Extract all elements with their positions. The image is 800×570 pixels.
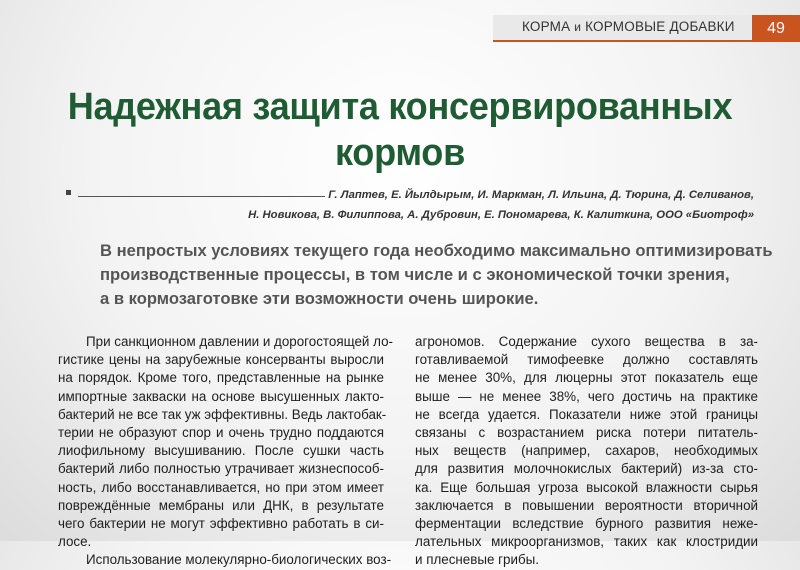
body-line: лательных микроорганизмов, таких как клостридии xyxy=(415,534,758,550)
section-title-and: и xyxy=(574,20,582,34)
body-line: бактерий не все так уж эффективны. Ведь лактобак- xyxy=(58,406,387,422)
body-line: лиофильному высушиванию. После сушки часть xyxy=(58,443,384,459)
authors-line1: Г. Лаптев, Е. Йылдырым, И. Маркман, Л. Ильина, Д. Тюрина, Д. Селиванов, xyxy=(328,189,754,201)
lead-paragraph xyxy=(100,239,773,311)
body-line: терии не образуют спор и очень трудно поддаются xyxy=(58,425,384,441)
article-title-line2: кормов xyxy=(334,132,465,174)
section-title-part2: КОРМОВЫЕ ДОБАВКИ xyxy=(585,19,735,34)
body-column-right xyxy=(415,333,758,570)
authors xyxy=(150,185,754,225)
body-line: не всегда удается. Показатели ниже этой границы xyxy=(415,406,758,422)
body-line: для развития молочнокислых бактерий) из-за сто- xyxy=(415,461,758,477)
body-line: заключается в повышении вероятности вторичной xyxy=(415,497,758,513)
article-title xyxy=(58,84,742,176)
lead-line: а в кормозаготовке эти возможности очень широкие. xyxy=(100,289,539,308)
body-line: на порядок. Кроме того, представленные на рынке xyxy=(58,370,384,386)
article-title-line1: Надежная защита консервированных xyxy=(67,86,733,128)
body-line: импортные закваски на основе высушенных лакто- xyxy=(58,388,384,404)
body-column-left xyxy=(58,333,393,570)
body-line: повреждённые мембраны или ДНК, в результате xyxy=(58,497,384,513)
body-line: агрономов. Содержание сухого вещества в за- xyxy=(415,334,758,349)
body-line: ность, либо восстанавливается, но при этом имеет xyxy=(58,479,384,495)
body-line: ферментации вследствие бурного развития неже- xyxy=(415,516,758,532)
section-title xyxy=(522,19,735,34)
body-line: гистике цены на зарубежные консерванты выросли xyxy=(58,352,384,368)
body-line: ка. Еще большая угроза высокой влажности сырья xyxy=(415,479,758,495)
body-line: не менее 30%, для люцерны этот показатель еще xyxy=(415,370,758,386)
body-line: связаны с возрастанием риска потери питатель- xyxy=(415,425,758,441)
byline-bullet xyxy=(66,190,71,195)
page-number: 49 xyxy=(752,15,800,42)
section-title-part1: КОРМА xyxy=(522,19,571,34)
body-line: и плесневые грибы. xyxy=(415,552,539,568)
lead-line: производственные процессы, в том числе и с экономической точки зрения, xyxy=(100,265,730,284)
body-line: При санкционном давлении и дорогостоящей ло- xyxy=(86,334,393,349)
body-line: ных веществ (например, сахаров, необходимых xyxy=(415,443,758,459)
body-line: Использование молекулярно-биологических воз- xyxy=(86,552,392,568)
body-line: выше — не менее 38%, чего достичь на практике xyxy=(415,388,758,404)
body-line: готавливаемой тимофеевке должно составлять xyxy=(415,352,758,368)
body-line: чего бактерии не могут эффективно работать в си- xyxy=(58,516,384,532)
lead-line: В непростых условиях текущего года необходимо максимально оптимизировать xyxy=(100,241,773,260)
authors-line2: Н. Новикова, В. Филиппова, А. Дубровин, Е. Пономарева, К. Калиткина, ООО «Биотроф» xyxy=(248,209,754,221)
body-line: лосе. xyxy=(58,534,92,550)
body-line: бактерий либо полностью утрачивает жизнеспособ- xyxy=(58,461,384,477)
